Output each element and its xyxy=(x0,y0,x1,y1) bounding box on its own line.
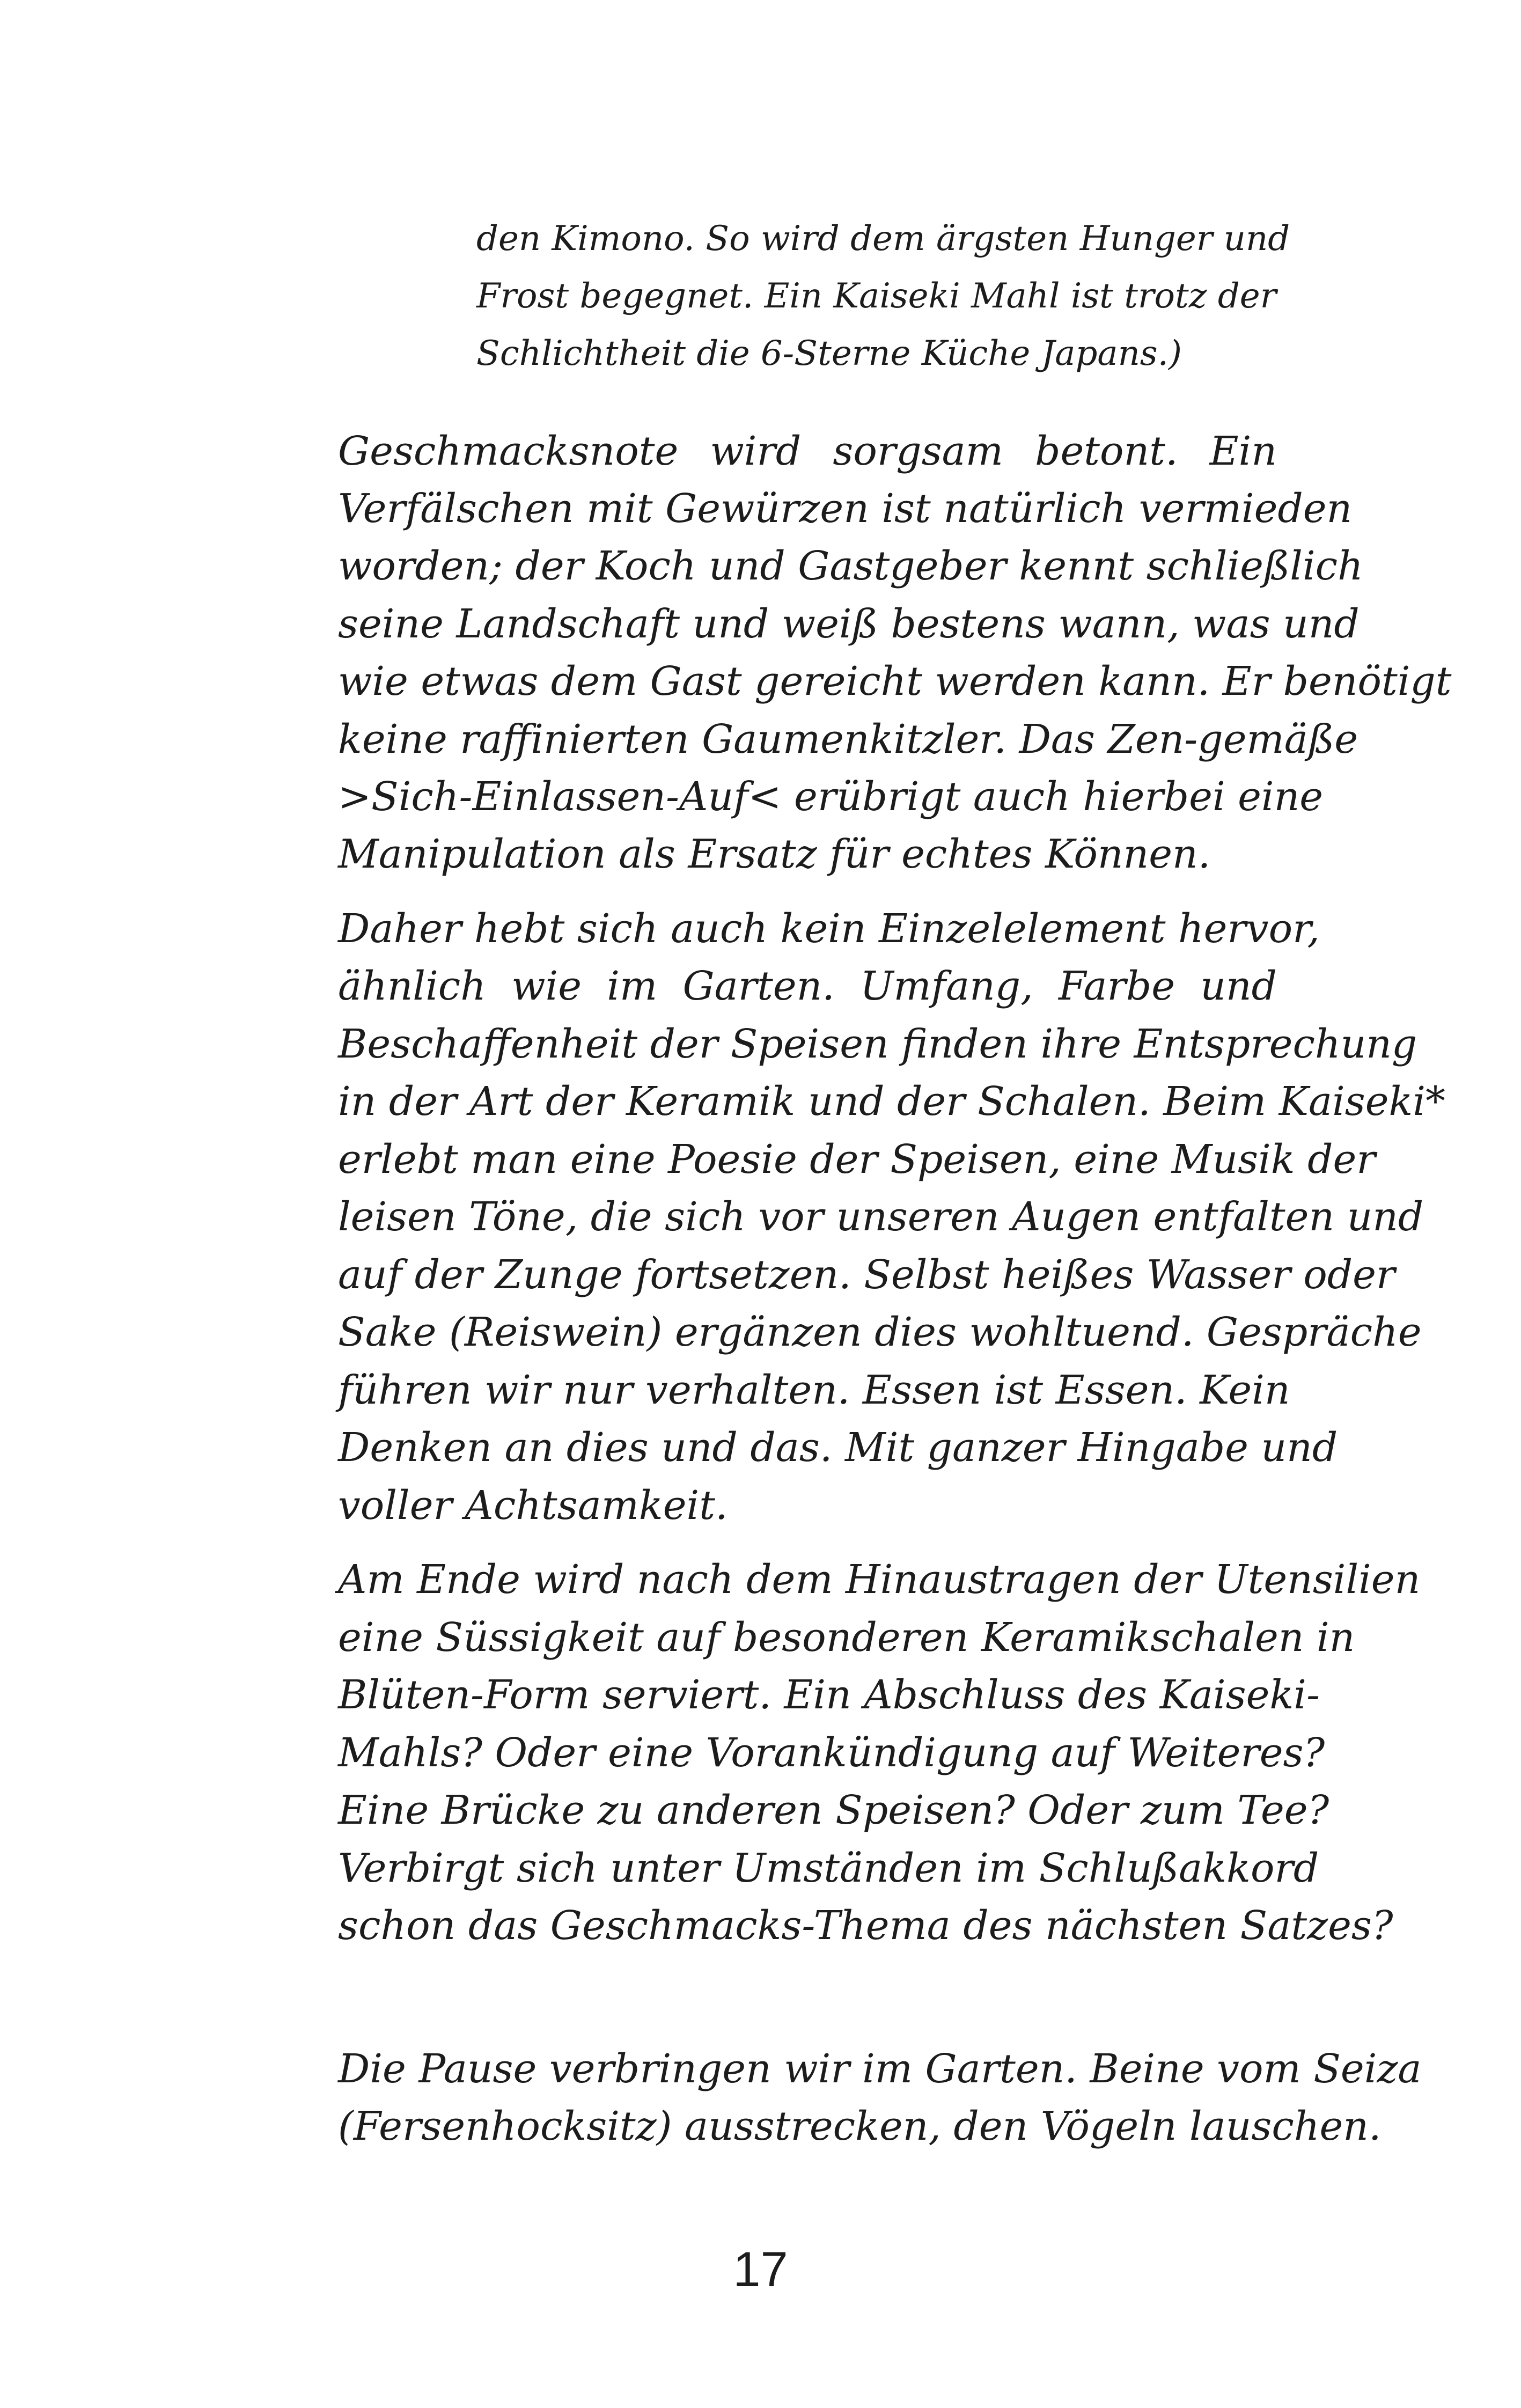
text-line: Denken an dies und das. Mit ganzer Hingabe und xyxy=(338,1425,1338,1471)
text-line: auf der Zunge fortsetzen. Selbst heißes Wasser oder xyxy=(338,1252,1395,1298)
text-line: >Sich-Einlassen-Auf< erübrigt auch hierbei eine xyxy=(338,774,1324,820)
text-line: erlebt man eine Poesie der Speisen, eine Musik der xyxy=(338,1136,1376,1183)
text-line: Am Ende wird nach dem Hinaustragen der Utensilien xyxy=(338,1557,1421,1603)
text-line: Die Pause verbringen wir im Garten. Beine vom Seiza xyxy=(338,2046,1422,2092)
footnote-line: Frost begegnet. Ein Kaiseki Mahl ist trotz der xyxy=(476,276,1277,316)
text-line: in der Art der Keramik und der Schalen. Beim Kaiseki* xyxy=(338,1078,1446,1125)
text-line: ähnlich wie im Garten. Umfang, Farbe und xyxy=(338,963,1277,1009)
footnote-line: den Kimono. So wird dem ärgsten Hunger und xyxy=(476,219,1290,259)
text-line: Geschmacksnote wird sorgsam betont. Ein xyxy=(338,428,1277,474)
text-line: eine Süssigkeit auf besonderen Keramikschalen in xyxy=(338,1614,1355,1661)
text-line: Blüten-Form serviert. Ein Abschluss des Kaiseki- xyxy=(338,1672,1320,1718)
page-number: 17 xyxy=(733,2242,788,2297)
text-line: leisen Töne, die sich vor unseren Augen entfalten und xyxy=(338,1194,1424,1240)
text-line: seine Landschaft und weiß bestens wann, was und xyxy=(338,601,1360,647)
text-line: schon das Geschmacks-Thema des nächsten Satzes? xyxy=(338,1903,1393,1949)
text-line: Daher hebt sich auch kein Einzelelement hervor, xyxy=(338,906,1320,952)
text-line: Verfälschen mit Gewürzen ist natürlich vermieden xyxy=(338,486,1353,532)
text-line: wie etwas dem Gast gereicht werden kann. Er benötigt xyxy=(338,658,1452,704)
text-line: Manipulation als Ersatz für echtes Können. xyxy=(338,831,1211,877)
text-line: Sake (Reiswein) ergänzen dies wohltuend. Gespräche xyxy=(338,1309,1422,1355)
text-line: führen wir nur verhalten. Essen ist Essen. Kein xyxy=(338,1367,1290,1413)
text-line: worden; der Koch und Gastgeber kennt schließlich xyxy=(338,543,1363,589)
text-line: voller Achtsamkeit. xyxy=(338,1482,728,1529)
text-line: Beschaffenheit der Speisen finden ihre Entsprechung xyxy=(338,1021,1417,1067)
footnote-line: Schlichtheit die 6-Sterne Küche Japans.) xyxy=(476,334,1182,373)
text-line: keine raffinierten Gaumenkitzler. Das Zen-gemäße xyxy=(338,716,1358,762)
text-line: (Fersenhocksitz) ausstrecken, den Vögeln lauschen. xyxy=(338,2103,1382,2149)
text-line: Mahls? Oder eine Vorankündigung auf Weiteres? xyxy=(338,1730,1325,1776)
text-line: Eine Brücke zu anderen Speisen? Oder zum Tee? xyxy=(338,1787,1329,1833)
text-line: Verbirgt sich unter Umständen im Schlußakkord xyxy=(338,1845,1319,1891)
